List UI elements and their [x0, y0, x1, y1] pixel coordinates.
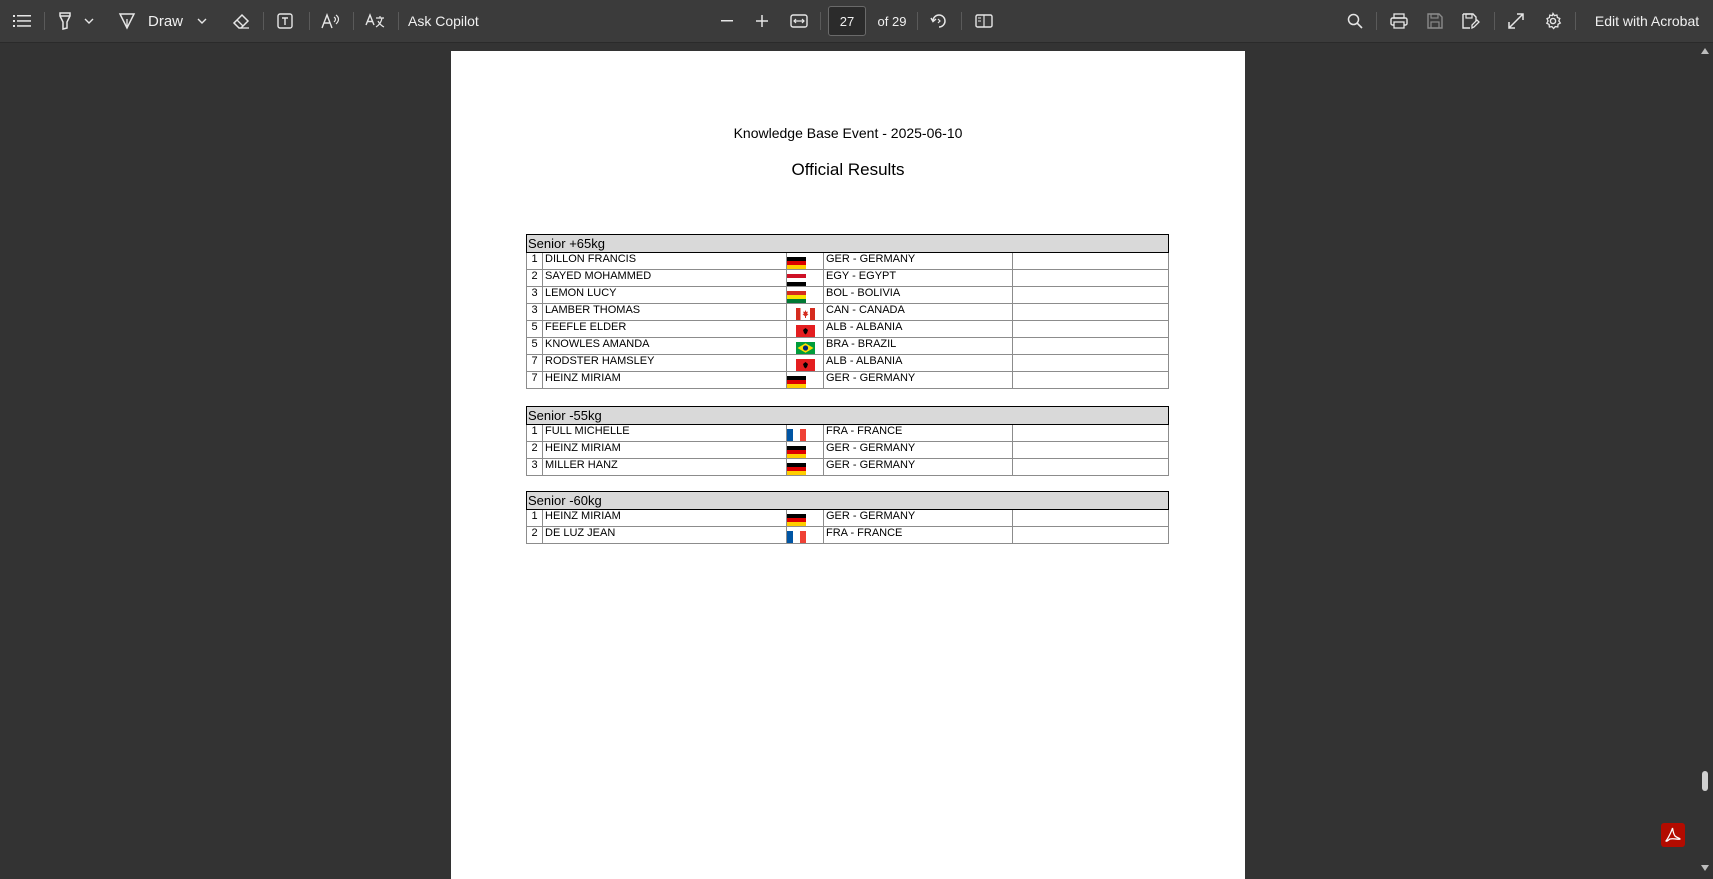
- category-table: [526, 406, 1169, 476]
- table-row: [527, 442, 1169, 459]
- country-cell: FRA - FRANCE: [824, 425, 1013, 442]
- athlete-name-cell: DE LUZ JEAN: [543, 527, 787, 544]
- read-aloud-icon: [321, 13, 341, 29]
- result-cell: [1013, 321, 1169, 338]
- vertical-scrollbar[interactable]: [1697, 42, 1713, 879]
- table-row: [527, 338, 1169, 355]
- result-cell: [1013, 510, 1169, 527]
- country-cell: GER - GERMANY: [824, 253, 1013, 270]
- athlete-name-cell: LAMBER THOMAS: [543, 304, 787, 321]
- rank-cell: 3: [527, 304, 543, 321]
- result-cell: [1013, 372, 1169, 389]
- page-view-button[interactable]: [971, 0, 997, 42]
- page-total-label: of 29: [877, 13, 907, 29]
- save-button[interactable]: [1422, 0, 1448, 42]
- search-button[interactable]: [1342, 0, 1368, 42]
- athlete-name-cell: KNOWLES AMANDA: [543, 338, 787, 355]
- toolbar-separator: [1376, 12, 1377, 30]
- rank-cell: 2: [527, 442, 543, 459]
- country-cell: EGY - EGYPT: [824, 270, 1013, 287]
- country-cell: GER - GERMANY: [824, 459, 1013, 476]
- table-row: [527, 527, 1169, 544]
- brazil-flag-icon: [796, 342, 815, 354]
- flag-cell: [787, 442, 824, 459]
- rank-cell: 7: [527, 372, 543, 389]
- category-header-row: [527, 235, 1169, 253]
- pdf-page: [451, 51, 1245, 879]
- expand-icon: [1508, 13, 1524, 29]
- flag-cell: [787, 510, 824, 527]
- edit-with-acrobat-button[interactable]: [1585, 0, 1709, 42]
- flag-cell: [787, 304, 824, 321]
- pdf-toolbar: [0, 0, 1713, 43]
- toolbar-separator: [961, 12, 962, 30]
- canada-flag-icon: [796, 308, 815, 320]
- flag-cell: [787, 425, 824, 442]
- table-row: [527, 355, 1169, 372]
- result-cell: [1013, 287, 1169, 304]
- gear-icon: [1544, 12, 1562, 30]
- toolbar-separator: [398, 12, 399, 30]
- draw-label: Draw: [148, 12, 184, 30]
- rank-cell: 1: [527, 253, 543, 270]
- acrobat-logo-button[interactable]: [1661, 823, 1685, 847]
- rotate-icon: [930, 12, 948, 30]
- scroll-up-icon[interactable]: [1701, 48, 1709, 54]
- result-cell: [1013, 338, 1169, 355]
- fit-width-button[interactable]: [786, 0, 812, 42]
- scroll-thumb[interactable]: [1702, 771, 1708, 791]
- table-row: [527, 304, 1169, 321]
- result-cell: [1013, 527, 1169, 544]
- ask-copilot-button[interactable]: [408, 0, 498, 42]
- rank-cell: 5: [527, 338, 543, 355]
- translate-button[interactable]: [362, 0, 388, 42]
- athlete-name-cell: FULL MICHELLE: [543, 425, 787, 442]
- page-number-input[interactable]: [828, 6, 866, 36]
- chevron-down-icon: [84, 18, 94, 24]
- bolivia-flag-icon: [787, 291, 806, 303]
- toolbar-separator: [1575, 12, 1576, 30]
- save-icon: [1427, 13, 1443, 29]
- flag-cell: [787, 253, 824, 270]
- toolbar-separator: [1494, 12, 1495, 30]
- flag-cell: [787, 321, 824, 338]
- germany-flag-icon: [787, 257, 806, 269]
- result-cell: [1013, 425, 1169, 442]
- toolbar-separator: [353, 12, 354, 30]
- edit-with-acrobat-label: Edit with Acrobat: [1594, 13, 1700, 29]
- save-as-icon: [1462, 13, 1480, 29]
- page-total: [876, 0, 908, 42]
- pen-icon: [118, 12, 136, 30]
- france-flag-icon: [787, 429, 806, 441]
- result-cell: [1013, 459, 1169, 476]
- germany-flag-icon: [787, 463, 806, 475]
- list-icon: [13, 14, 31, 28]
- results-title: Official Results: [791, 160, 905, 179]
- athlete-name-cell: FEEFLE ELDER: [543, 321, 787, 338]
- country-cell: CAN - CANADA: [824, 304, 1013, 321]
- erase-button[interactable]: [228, 0, 254, 42]
- table-row: [527, 270, 1169, 287]
- draw-button[interactable]: [118, 0, 218, 42]
- result-cell: [1013, 304, 1169, 321]
- athlete-name-cell: RODSTER HAMSLEY: [543, 355, 787, 372]
- country-cell: BOL - BOLIVIA: [824, 287, 1013, 304]
- rank-cell: 2: [527, 527, 543, 544]
- table-row: [527, 510, 1169, 527]
- category-table: [526, 234, 1169, 389]
- rank-cell: 2: [527, 270, 543, 287]
- flag-cell: [787, 459, 824, 476]
- text-box-icon: [277, 13, 293, 29]
- athlete-name-cell: MILLER HANZ: [543, 459, 787, 476]
- plus-icon: [756, 15, 768, 27]
- two-page-view-icon: [975, 14, 993, 28]
- country-cell: GER - GERMANY: [824, 442, 1013, 459]
- minus-icon: [721, 20, 733, 22]
- albania-flag-icon: [796, 325, 815, 337]
- flag-cell: [787, 527, 824, 544]
- table-row: [527, 372, 1169, 389]
- translate-icon: [365, 13, 385, 29]
- rank-cell: 3: [527, 287, 543, 304]
- table-row: [527, 253, 1169, 270]
- athlete-name-cell: HEINZ MIRIAM: [543, 510, 787, 527]
- save-as-button[interactable]: [1458, 0, 1484, 42]
- athlete-name-cell: SAYED MOHAMMED: [543, 270, 787, 287]
- settings-button[interactable]: [1540, 0, 1566, 42]
- zoom-in-button[interactable]: [749, 0, 775, 42]
- toolbar-separator: [263, 12, 264, 30]
- highlight-options-button[interactable]: [80, 0, 98, 42]
- rank-cell: 7: [527, 355, 543, 372]
- chevron-down-icon: [197, 18, 207, 24]
- germany-flag-icon: [787, 376, 806, 388]
- printer-icon: [1390, 13, 1408, 29]
- toolbar-separator: [917, 12, 918, 30]
- result-cell: [1013, 355, 1169, 372]
- rotate-button[interactable]: [926, 0, 952, 42]
- category-table: [526, 491, 1169, 544]
- toolbar-separator: [309, 12, 310, 30]
- full-screen-button[interactable]: [1503, 0, 1529, 42]
- germany-flag-icon: [787, 446, 806, 458]
- table-row: [527, 459, 1169, 476]
- read-aloud-button[interactable]: [318, 0, 344, 42]
- athlete-name-cell: DILLON FRANCIS: [543, 253, 787, 270]
- toolbar-separator: [820, 12, 821, 30]
- category-name: Senior +65kg: [527, 235, 1169, 253]
- flag-cell: [787, 355, 824, 372]
- add-text-button[interactable]: [272, 0, 298, 42]
- country-cell: ALB - ALBANIA: [824, 355, 1013, 372]
- flag-cell: [787, 338, 824, 355]
- country-cell: ALB - ALBANIA: [824, 321, 1013, 338]
- result-cell: [1013, 442, 1169, 459]
- result-cell: [1013, 253, 1169, 270]
- fit-width-icon: [790, 14, 808, 28]
- rank-cell: 5: [527, 321, 543, 338]
- france-flag-icon: [787, 531, 806, 543]
- egypt-flag-icon: [787, 274, 806, 286]
- flag-cell: [787, 287, 824, 304]
- contents-button[interactable]: [8, 0, 36, 42]
- category-header-row: [527, 492, 1169, 510]
- toolbar-separator: [44, 12, 45, 30]
- rank-cell: 1: [527, 510, 543, 527]
- category-name: Senior -60kg: [527, 492, 1169, 510]
- category-name: Senior -55kg: [527, 407, 1169, 425]
- country-cell: GER - GERMANY: [824, 372, 1013, 389]
- rank-cell: 3: [527, 459, 543, 476]
- table-row: [527, 287, 1169, 304]
- flag-cell: [787, 372, 824, 389]
- country-cell: BRA - BRAZIL: [824, 338, 1013, 355]
- country-cell: GER - GERMANY: [824, 510, 1013, 527]
- albania-flag-icon: [796, 359, 815, 371]
- print-button[interactable]: [1386, 0, 1412, 42]
- zoom-out-button[interactable]: [714, 0, 740, 42]
- country-cell: FRA - FRANCE: [824, 527, 1013, 544]
- table-row: [527, 425, 1169, 442]
- scroll-down-icon[interactable]: [1701, 865, 1709, 871]
- athlete-name-cell: LEMON LUCY: [543, 287, 787, 304]
- event-title: Knowledge Base Event - 2025-06-10: [733, 125, 963, 141]
- highlighter-icon: [57, 12, 73, 30]
- eraser-icon: [232, 13, 250, 29]
- flag-cell: [787, 270, 824, 287]
- ask-copilot-label: Ask Copilot: [408, 13, 479, 29]
- athlete-name-cell: HEINZ MIRIAM: [543, 442, 787, 459]
- highlight-button[interactable]: [52, 0, 78, 42]
- category-header-row: [527, 407, 1169, 425]
- athlete-name-cell: HEINZ MIRIAM: [543, 372, 787, 389]
- table-row: [527, 321, 1169, 338]
- result-cell: [1013, 270, 1169, 287]
- germany-flag-icon: [787, 514, 806, 526]
- acrobat-icon: [1664, 826, 1682, 844]
- rank-cell: 1: [527, 425, 543, 442]
- search-icon: [1347, 13, 1363, 29]
